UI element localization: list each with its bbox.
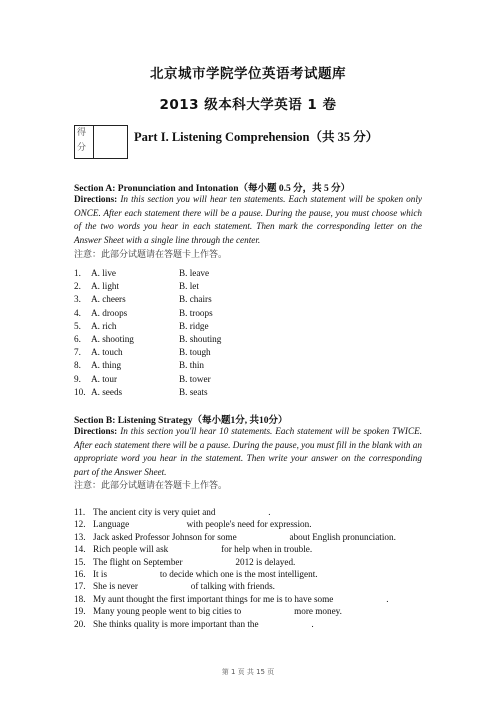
item-number: 7. [74, 347, 81, 358]
section-b-directions-label: Directions: [74, 426, 118, 436]
item-number: 19. [74, 606, 86, 617]
option-a: A. shooting [91, 334, 134, 344]
section-b-note: 注意：此部分试题请在答题卡上作答。 [74, 481, 228, 491]
item-sentence: The flight on September 2012 is delayed. [93, 556, 296, 567]
option-a: A. live [91, 268, 117, 278]
section-a-note: 注意：此部分试题请在答题卡上作答。 [74, 250, 228, 260]
item-number: 5. [74, 320, 81, 331]
option-a: A. seeds [91, 386, 123, 397]
option-b: B. troops [179, 307, 213, 318]
item-number: 2. [74, 281, 81, 292]
item-number: 3. [74, 294, 81, 305]
item-sentence: Jack asked Professor Johnson for some about English pronunciation. [93, 531, 396, 542]
option-b: B. tower [179, 373, 211, 384]
item-number: 16. [74, 569, 86, 579]
option-a: A. tour [91, 373, 118, 384]
section-b-directions [74, 425, 422, 479]
option-a: A. droops [91, 307, 128, 318]
section-a-directions-label: Directions: [74, 194, 118, 204]
item-number: 14. [74, 544, 86, 555]
item-number: 20. [74, 618, 86, 629]
page-footer: 第 1 页 共 15 页 [221, 668, 275, 676]
document-title: 北京城市学院学位英语考试题库 [150, 66, 346, 82]
option-b: B. seats [179, 386, 208, 397]
section-a-directions [74, 193, 422, 247]
item-number: 6. [74, 334, 81, 344]
option-a: A. thing [91, 360, 122, 371]
item-sentence: Language with people's need for expression. [93, 519, 312, 530]
option-a: A. rich [91, 320, 117, 331]
part-title: Part I. Listening Comprehension（共 35 分） [134, 130, 379, 144]
document-subtitle: 2013 级本科大学英语 1 卷 [159, 97, 337, 113]
option-b: B. let [179, 281, 199, 292]
section-b-directions-text: In this section you'll hear 10 statements. Each statement will be spoken TWICE. After each statement there will be a pause. During the pause, you must fill in the blank with an appropriate word you hear in the statement. Then write your answer on the corresponding part of the Answer Sheet. [74, 426, 422, 477]
option-b: B. chairs [179, 294, 212, 305]
item-number: 13. [74, 531, 86, 542]
item-number: 15. [74, 556, 86, 567]
option-b: B. leave [179, 268, 210, 278]
option-a: A. cheers [91, 294, 126, 305]
item-number: 12. [74, 519, 86, 530]
item-number: 18. [74, 593, 86, 604]
option-a: A. light [91, 281, 120, 292]
section-a-directions-text: In this section you will hear ten statements. Each statement will be spoken only ONCE. After each statement there will be a pause. During the pause, you must choose which of the two words you hear in each statement. Then mark the corresponding letter on the Answer Sheet with a single line through the center. [74, 194, 422, 245]
item-sentence: Many young people went to big cities to more money. [93, 606, 342, 617]
item-sentence: She thinks quality is more important than the . [93, 618, 314, 629]
item-sentence: The ancient city is very quiet and . [93, 507, 271, 517]
item-number: 1. [74, 268, 81, 278]
item-number: 17. [74, 581, 86, 592]
item-number: 10. [74, 386, 86, 397]
score-box-label: 得分 [77, 128, 87, 153]
option-b: B. tough [179, 347, 211, 358]
score-box-divider [93, 126, 94, 158]
item-number: 9. [74, 373, 81, 384]
option-a: A. touch [91, 347, 123, 358]
section-b-title: Section B: Listening Strategy（每小题1分, 共10分） [74, 416, 288, 426]
item-sentence: Rich people will ask for help when in trouble. [93, 544, 313, 555]
item-sentence: She is never of talking with friends. [93, 581, 275, 592]
score-box [74, 125, 128, 159]
option-b: B. shouting [179, 334, 222, 344]
item-number: 4. [74, 307, 81, 318]
option-b: B. thin [179, 360, 205, 371]
section-a-title: Section A: Pronunciation and Intonation（每小题 0.5 分，共 5 分） [74, 184, 351, 194]
option-b: B. ridge [179, 320, 209, 331]
item-number: 11. [74, 507, 86, 517]
item-sentence: My aunt thought the first important things for me is to have some . [93, 593, 389, 604]
item-sentence: It is to decide which one is the most intelligent. [93, 569, 318, 579]
item-number: 8. [74, 360, 81, 371]
